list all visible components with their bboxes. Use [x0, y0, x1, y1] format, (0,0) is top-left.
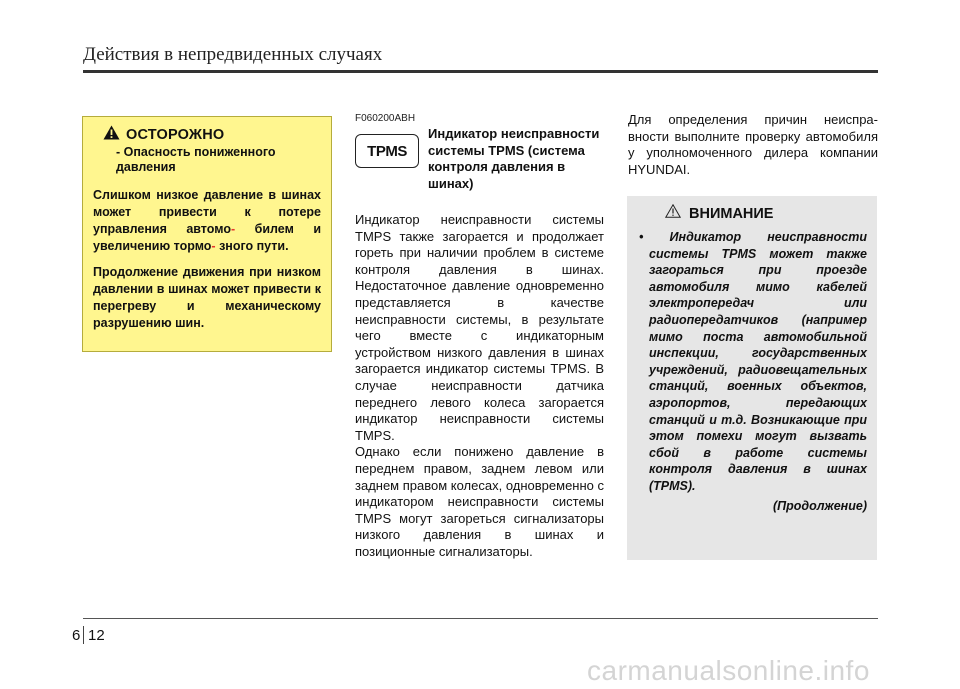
section-heading: Индикатор неисправности системы TPMS (система контроля давления в шинах): [428, 126, 600, 191]
attention-header: [665, 204, 867, 223]
attention-title: ВНИМАНИЕ: [689, 205, 774, 222]
watermark: carmanualsonline.info: [587, 655, 870, 686]
caution-hyphen: -: [211, 239, 216, 253]
section-body-paragraph-2: Однако если понижено давление в переднем правом, заднем левом или заднем правом колесах, одновременно с индикатором неисправности системы TMPS могут загореться сигнализаторы низкого давления в шинах и позиционные сигнализаторы.: [355, 444, 604, 559]
page-number: 12: [88, 627, 105, 644]
attention-box: [627, 196, 877, 560]
chapter-number: 6: [72, 627, 81, 644]
caution-hyphen: -: [230, 222, 236, 236]
section-code: F060200ABH: [355, 113, 416, 124]
section-body-paragraph-1: Индикатор неисправности системы TMPS также загорается и продолжает гореть при наличии проблем в системе контроля давления в шинах. Недостаточное давление одновременно представляется в качестве неисправности системы, в результате чего вместе с индикаторным устройством низкого давления в шинах загорается индикатор системы TPMS. В случае неисправности датчика переднего левого колеса загорается индикатор неисправности системы TMPS.: [355, 212, 604, 443]
caution-paragraph-2: Продолжение движения при низком давлении в шинах может привести к перегреву и механическому разрушению шин.: [93, 265, 321, 330]
caution-paragraph-1: Слишком низкое давление в шинах может привести к потере управления автомо- билем и увеличению тормо- зного пути.: [93, 188, 321, 253]
attention-continued: (Продолжение): [772, 498, 867, 513]
footer-rule: [83, 618, 878, 619]
attention-text: • Индикатор неисправности системы TPMS может также загораться при проезде автомобиля мимо кабелей электропередач или радиопередатчиков (например мимо поста автомобильной инспекции, государственных учреждений, радиовещательных станций, военных объектов, аэропортов, передающих станций и т.д. Возникающие при этом помехи могут вызвать сбой в работе системы контроля давления в шинах (TPMS).: [639, 230, 867, 493]
warning-triangle-icon: [103, 125, 120, 145]
warning-triangle-outline-icon: [665, 204, 681, 223]
section-body: [355, 212, 604, 560]
caution-subtitle: - Опасность пониженного давления: [116, 145, 276, 174]
header-rule: [83, 70, 878, 73]
right-body-text: Для определения причин неиспра-вности выполните проверку автомобиля у уполномоченного дилера компании HYUNDAI.: [628, 112, 878, 177]
caution-title: ОСТОРОЖНО: [126, 126, 225, 143]
page-number-separator: [83, 626, 84, 644]
page-header-title: Действия в непредвиденных случаях: [83, 44, 383, 65]
tpms-indicator-icon: TPMS: [355, 134, 419, 168]
caution-box: [82, 116, 332, 352]
bullet: •: [639, 230, 644, 244]
caution-header: [103, 125, 321, 145]
